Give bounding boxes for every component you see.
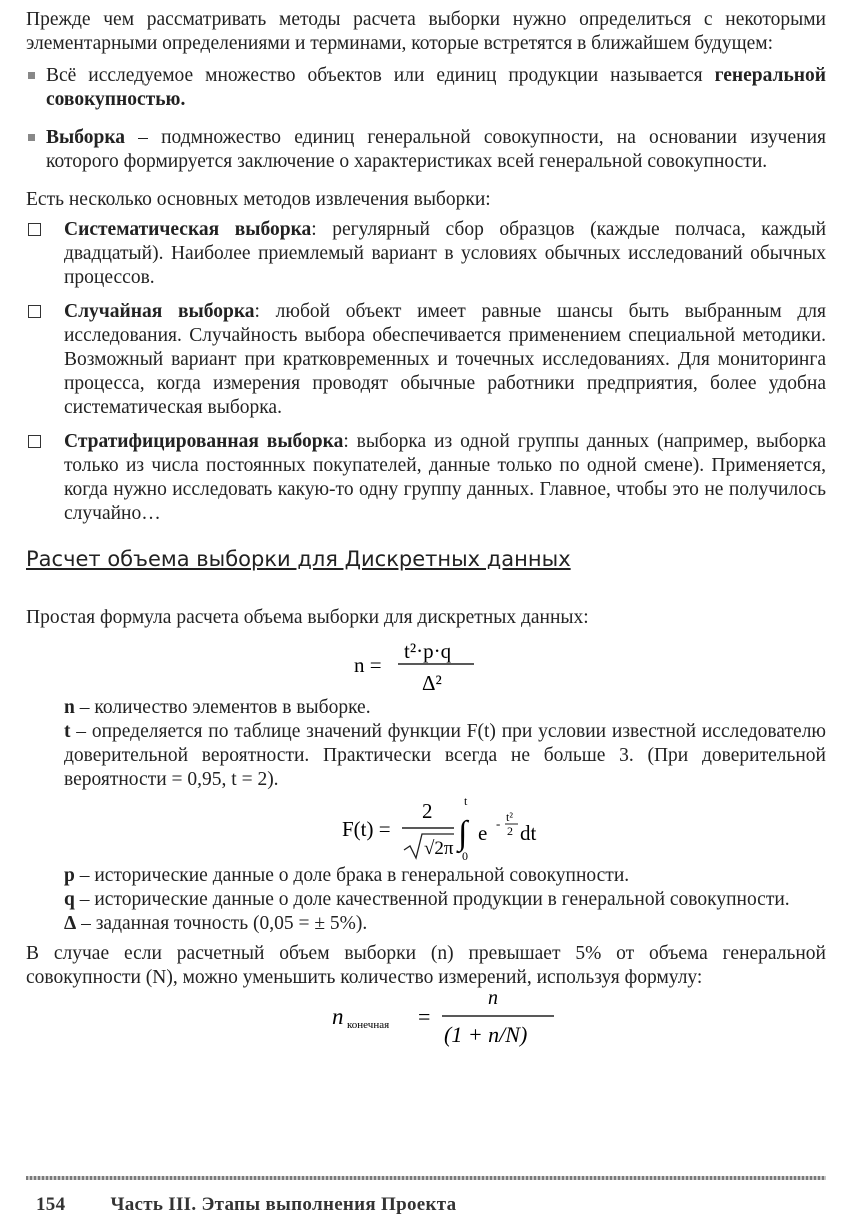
page-footer [36,1194,456,1216]
methods-intro: Есть несколько основных методов извлечения выборки: [26,189,491,210]
checkbox-icon [28,223,41,236]
exp-numerator: t² [506,810,513,824]
square-bullet-icon [28,134,35,141]
running-title: Часть III. Этапы выполнения Проекта [110,1194,457,1215]
method-term: Систематическая выборка [64,219,312,240]
method-description: : любой объект имеет равные шансы быть выбранным для исследования. Случайность выбора обеспечивается применением специальной методики. Возможный вариант при кратковременных и точечных исследованиях. Для мониторинга процесса, когда измерения проводят обычные работники предприятия, более удобна систематическая выборка. [64,301,826,418]
formula3-equals: = [418,1004,431,1029]
definition-item [26,696,826,720]
bullet-term: генеральной совокупностью. [46,65,826,110]
definition-text: – заданная точность (0,05 = ± 5%). [76,913,368,934]
formula1-denominator: Δ² [422,671,442,695]
bullet-text: Всё исследуемое множество объектов или единиц продукции называется [46,65,715,86]
formula2-numerator: 2 [422,799,433,823]
integral-icon: ∫ [458,815,468,852]
formula-sample-size [26,630,826,696]
definition-item [26,912,826,936]
formula-intro: Простая формула расчета объема выборки для дискретных данных: [26,607,589,628]
bullet-item [26,126,826,174]
formula3-subscript: конечная [347,1019,390,1031]
definition-symbol: n [64,697,75,718]
method-item [26,300,826,420]
formula-laplace [26,792,826,864]
method-item [26,430,826,526]
integral-lower: 0 [462,849,468,863]
bullet-item [26,64,826,112]
definition-item [26,888,826,912]
definition-symbol: t [64,721,71,742]
intro-paragraph: Прежде чем рассматривать методы расчета выборки нужно определиться с некоторыми элементарными определениями и терминами, которые встретятся в ближайшем будущем: [26,9,826,54]
formula3-numerator: n [488,990,498,1009]
formula3-lhs: n [332,1004,344,1029]
method-description: : регулярный сбор образцов (каждые полчаса, каждый двадцатый). Наиболее приемлемый вариант в условиях обычных исследований обычных процессов. [64,219,827,288]
definition-symbol: q [64,889,75,910]
definition-symbol: p [64,865,75,886]
formula1-lhs: n = [354,653,382,677]
section-heading: Расчет объема выборки для Дискретных данных [26,547,571,571]
definition-item [26,864,826,888]
method-description: : выборка из одной группы данных (например, выборка только из числа постоянных покупателей, данные только по одной смене). Применяется, когда нужно исследовать какую-то одну группу данных. Главное, чтобы это не получилось случайно… [64,431,826,524]
method-term: Стратифицированная выборка [64,431,344,452]
checkbox-icon [28,305,41,318]
bullet-text: – подмножество единиц генеральной совокупности, на основании изучения которого формируется заключение о характеристиках всей генеральной совокупности. [46,127,826,172]
final-paragraph: В случае если расчетный объем выборки (n) превышает 5% от объема генеральной совокупности (N), можно уменьшить количество измерений, используя формулу: [26,943,826,988]
square-bullet-icon [28,72,35,79]
formula3-denominator: (1 + n/N) [444,1022,528,1047]
method-term: Случайная выборка [64,301,255,322]
method-item [26,218,826,290]
definition-item [26,720,826,792]
page-number: 154 [36,1194,66,1215]
integral-upper: t [464,794,468,808]
definition-text: – исторические данные о доле брака в генеральной совокупности. [74,865,630,886]
page-content [26,8,826,1048]
checkbox-icon [28,435,41,448]
definition-symbol: Δ [64,913,77,934]
formula2-differential: dt [520,821,537,845]
formula1-numerator: t²·p·q [404,639,452,663]
formula2-lhs: F(t) = [342,817,391,841]
formula2-denominator: √2π [424,838,454,859]
exp-denominator: 2 [507,824,513,838]
formula-final-size [26,990,826,1048]
exp-sign: - [496,816,501,831]
bullet-term: Выборка [46,127,126,148]
definition-text: – определяется по таблице значений функции F(t) при условии известной исследователю доверительной вероятности. Практически всегда не больше 3. (При доверительной вероятности = 0,95, t = 2). [64,721,826,790]
definition-text: – количество элементов в выборке. [74,697,371,718]
exp-base: e [478,821,488,845]
footer-divider [26,1176,826,1180]
definition-text: – исторические данные о доле качественной продукции в генеральной совокупности. [74,889,790,910]
